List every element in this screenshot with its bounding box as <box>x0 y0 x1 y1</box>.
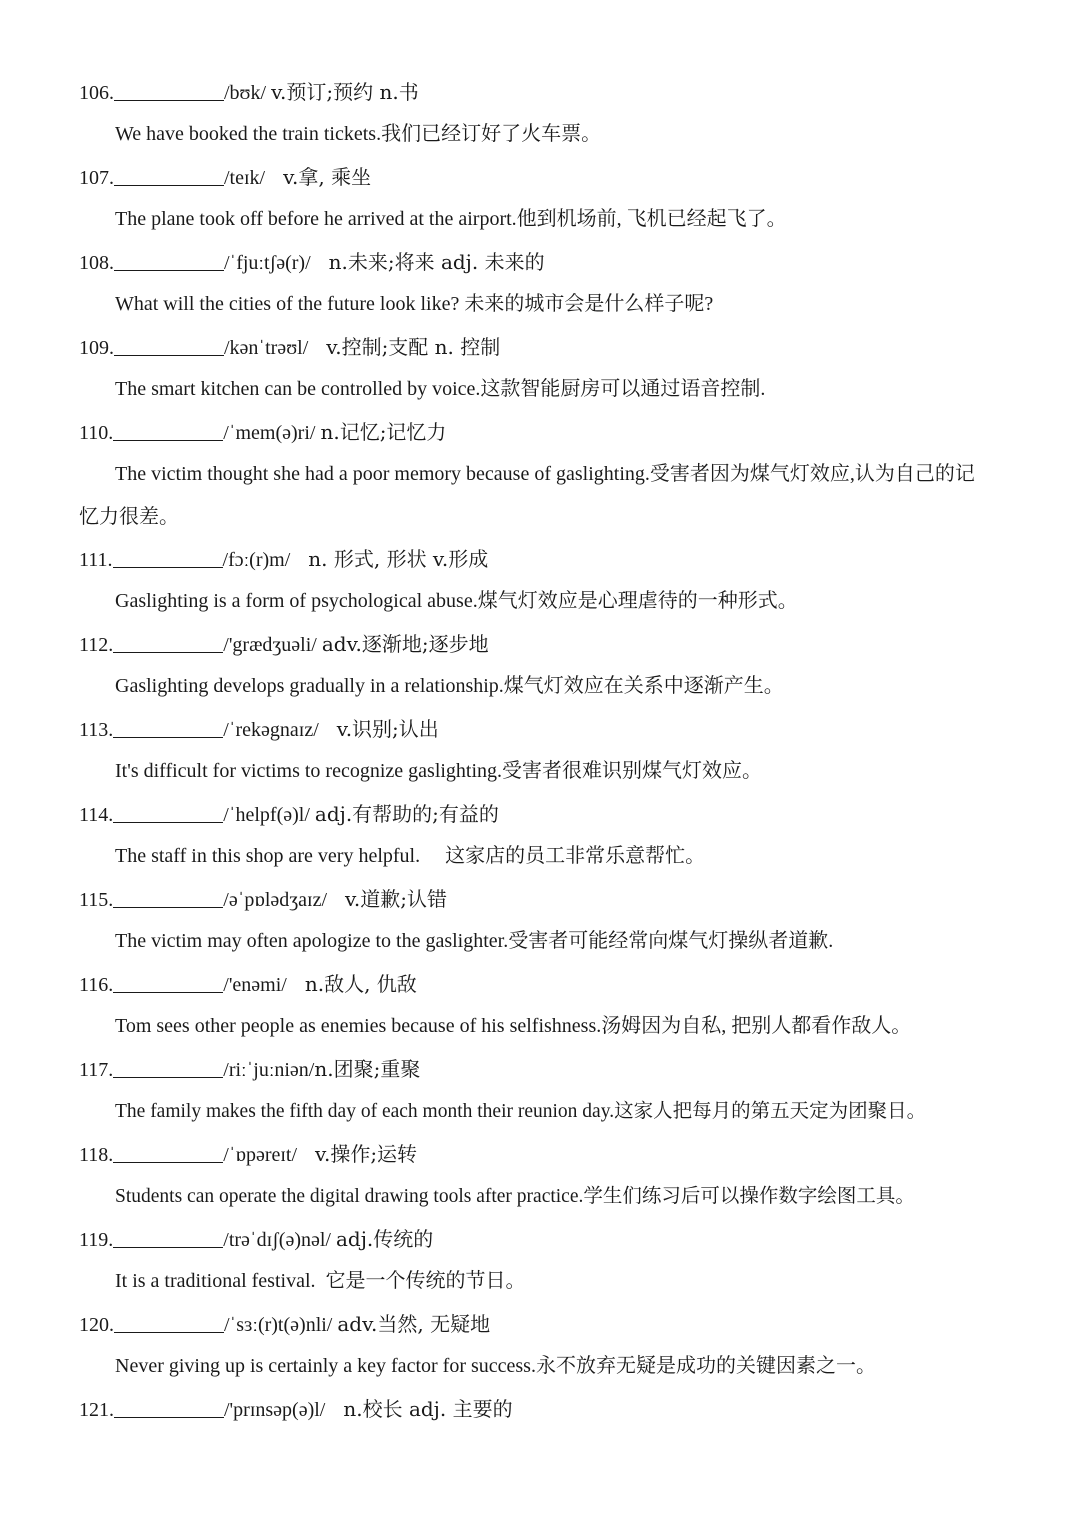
answer-blank[interactable] <box>114 337 224 356</box>
entry-number: 109. <box>79 337 114 359</box>
entry-headword-line <box>79 77 419 107</box>
phonetic: /kənˈtrəʊl/ <box>224 337 309 359</box>
phonetic: /fɔː(r)m/ <box>222 549 291 571</box>
answer-blank[interactable] <box>114 82 224 101</box>
entry-headword-line <box>79 1139 417 1169</box>
entry-headword-line <box>79 1394 513 1424</box>
example-sentence: Gaslighting develops gradually in a relationship.煤气灯效应在关系中逐渐产生。 <box>115 675 784 697</box>
entry-headword-line <box>79 247 545 277</box>
entry-headword-line <box>79 544 488 574</box>
meaning: n.敌人, 仇敌 <box>304 972 417 996</box>
meaning: v.预订;预约 n.书 <box>271 80 419 104</box>
phonetic: /riːˈjuːniən/ <box>223 1059 315 1081</box>
meaning: adv.逐渐地;逐步地 <box>321 632 489 656</box>
example-sentence: It's difficult for victims to recognize gaslighting.受害者很难识别煤气灯效应。 <box>115 760 763 782</box>
example-sentence: Tom sees other people as enemies because of his selfishness.汤姆因为自私, 把别人都看作敌人。 <box>115 1015 912 1037</box>
phonetic: /ˈrekəgnaɪz/ <box>223 719 319 741</box>
meaning: v.操作;运转 <box>315 1142 418 1166</box>
answer-blank[interactable] <box>113 974 223 993</box>
phonetic: /ˈsɜː(r)t(ə)nli/ <box>224 1314 333 1336</box>
entry-number: 121. <box>79 1399 114 1421</box>
answer-blank[interactable] <box>113 1059 223 1078</box>
entry-headword-line <box>79 884 447 914</box>
entry-headword-line <box>79 714 439 744</box>
entry-headword-line <box>79 1224 433 1254</box>
entry-headword-line <box>79 629 489 659</box>
answer-blank[interactable] <box>113 1144 223 1163</box>
answer-blank[interactable] <box>113 889 223 908</box>
phonetic: /teɪk/ <box>224 167 266 189</box>
meaning: v.识别;认出 <box>336 717 439 741</box>
example-sentence: The victim may often apologize to the gaslighter.受害者可能经常向煤气灯操纵者道歉. <box>115 930 834 952</box>
meaning: n.校长 adj. 主要的 <box>343 1397 513 1421</box>
answer-blank[interactable] <box>114 1314 224 1333</box>
answer-blank[interactable] <box>113 422 223 441</box>
example-sentence: The victim thought she had a poor memory because of gaslighting.受害者因为煤气灯效应,认为自己的记忆力很差。 <box>79 463 975 528</box>
example-sentence: What will the cities of the future look like? 未来的城市会是什么样子呢? <box>115 293 714 315</box>
phonetic: /'enəmi/ <box>223 974 287 996</box>
entry-headword-line <box>79 799 499 829</box>
phonetic: /ˈhelpf(ə)l/ <box>223 804 310 826</box>
meaning: n.未来;将来 adj. 未来的 <box>328 250 545 274</box>
entry-headword-line <box>79 162 371 192</box>
answer-blank[interactable] <box>114 1399 224 1418</box>
meaning: adv.当然, 无疑地 <box>337 1312 491 1336</box>
phonetic: /trəˈdɪʃ(ə)nəl/ <box>223 1229 331 1251</box>
answer-blank[interactable] <box>113 1229 223 1248</box>
phonetic: /ˈɒpəreɪt/ <box>223 1144 298 1166</box>
entry-headword-line <box>79 1054 420 1084</box>
entry-number: 120. <box>79 1314 114 1336</box>
meaning: v.道歉;认错 <box>345 887 448 911</box>
entry-number: 107. <box>79 167 114 189</box>
example-sentence: The family makes the fifth day of each month their reunion day.这家人把每月的第五天定为团聚日。 <box>115 1101 927 1122</box>
meaning: v.控制;支配 n. 控制 <box>326 335 501 359</box>
phonetic: /'prɪnsəp(ə)l/ <box>224 1399 326 1421</box>
phonetic: /əˈpɒlədʒaɪz/ <box>223 889 327 911</box>
entry-headword-line <box>79 417 446 447</box>
entry-number: 110. <box>79 422 114 444</box>
phonetic: /'grædʒuəli/ <box>223 634 317 656</box>
example-sentence: Never giving up is certainly a key factor for success.永不放弃无疑是成功的关键因素之一。 <box>115 1355 876 1377</box>
meaning: n. 形式, 形状 v.形成 <box>308 547 489 571</box>
example-sentence: Students can operate the digital drawing tools after practice.学生们练习后可以操作数字绘图工具。 <box>115 1186 915 1207</box>
entry-number: 108. <box>79 252 114 274</box>
meaning: n.团聚;重聚 <box>314 1057 421 1081</box>
answer-blank[interactable] <box>113 804 223 823</box>
answer-blank[interactable] <box>113 719 223 738</box>
example-sentence: The plane took off before he arrived at the airport.他到机场前, 飞机已经起飞了。 <box>115 208 787 230</box>
answer-blank[interactable] <box>114 167 224 186</box>
example-sentence: The staff in this shop are very helpful. 这家店的员工非常乐意帮忙。 <box>115 845 706 867</box>
phonetic: /ˈmem(ə)ri/ <box>223 422 316 444</box>
example-sentence: It is a traditional festival. 它是一个传统的节日。 <box>115 1270 526 1292</box>
entry-number: 117. <box>79 1059 114 1081</box>
entry-number: 113. <box>79 719 114 741</box>
example-sentence: Gaslighting is a form of psychological abuse.煤气灯效应是心理虐待的一种形式。 <box>115 590 798 612</box>
entry-number: 116. <box>79 974 114 996</box>
entry-number: 112. <box>79 634 114 656</box>
entry-headword-line <box>79 1309 490 1339</box>
entry-number: 111. <box>79 549 113 571</box>
example-sentence: We have booked the train tickets.我们已经订好了火车票。 <box>115 123 602 145</box>
entry-number: 106. <box>79 82 114 104</box>
example-sentence: The smart kitchen can be controlled by voice.这款智能厨房可以通过语音控制. <box>115 378 766 400</box>
meaning: v.拿, 乘坐 <box>283 165 372 189</box>
entry-headword-line <box>79 332 500 362</box>
entry-number: 119. <box>79 1229 114 1251</box>
answer-blank[interactable] <box>113 634 223 653</box>
entry-number: 115. <box>79 889 114 911</box>
phonetic: /ˈfjuːtʃə(r)/ <box>224 252 311 274</box>
answer-blank[interactable] <box>114 252 224 271</box>
meaning: adj.传统的 <box>335 1227 434 1251</box>
meaning: adj.有帮助的;有益的 <box>314 802 499 826</box>
entry-number: 114. <box>79 804 114 826</box>
entry-number: 118. <box>79 1144 114 1166</box>
entry-headword-line <box>79 969 417 999</box>
phonetic: /bʊk/ <box>224 82 267 104</box>
answer-blank[interactable] <box>113 549 223 568</box>
meaning: n.记忆;记忆力 <box>320 420 447 444</box>
